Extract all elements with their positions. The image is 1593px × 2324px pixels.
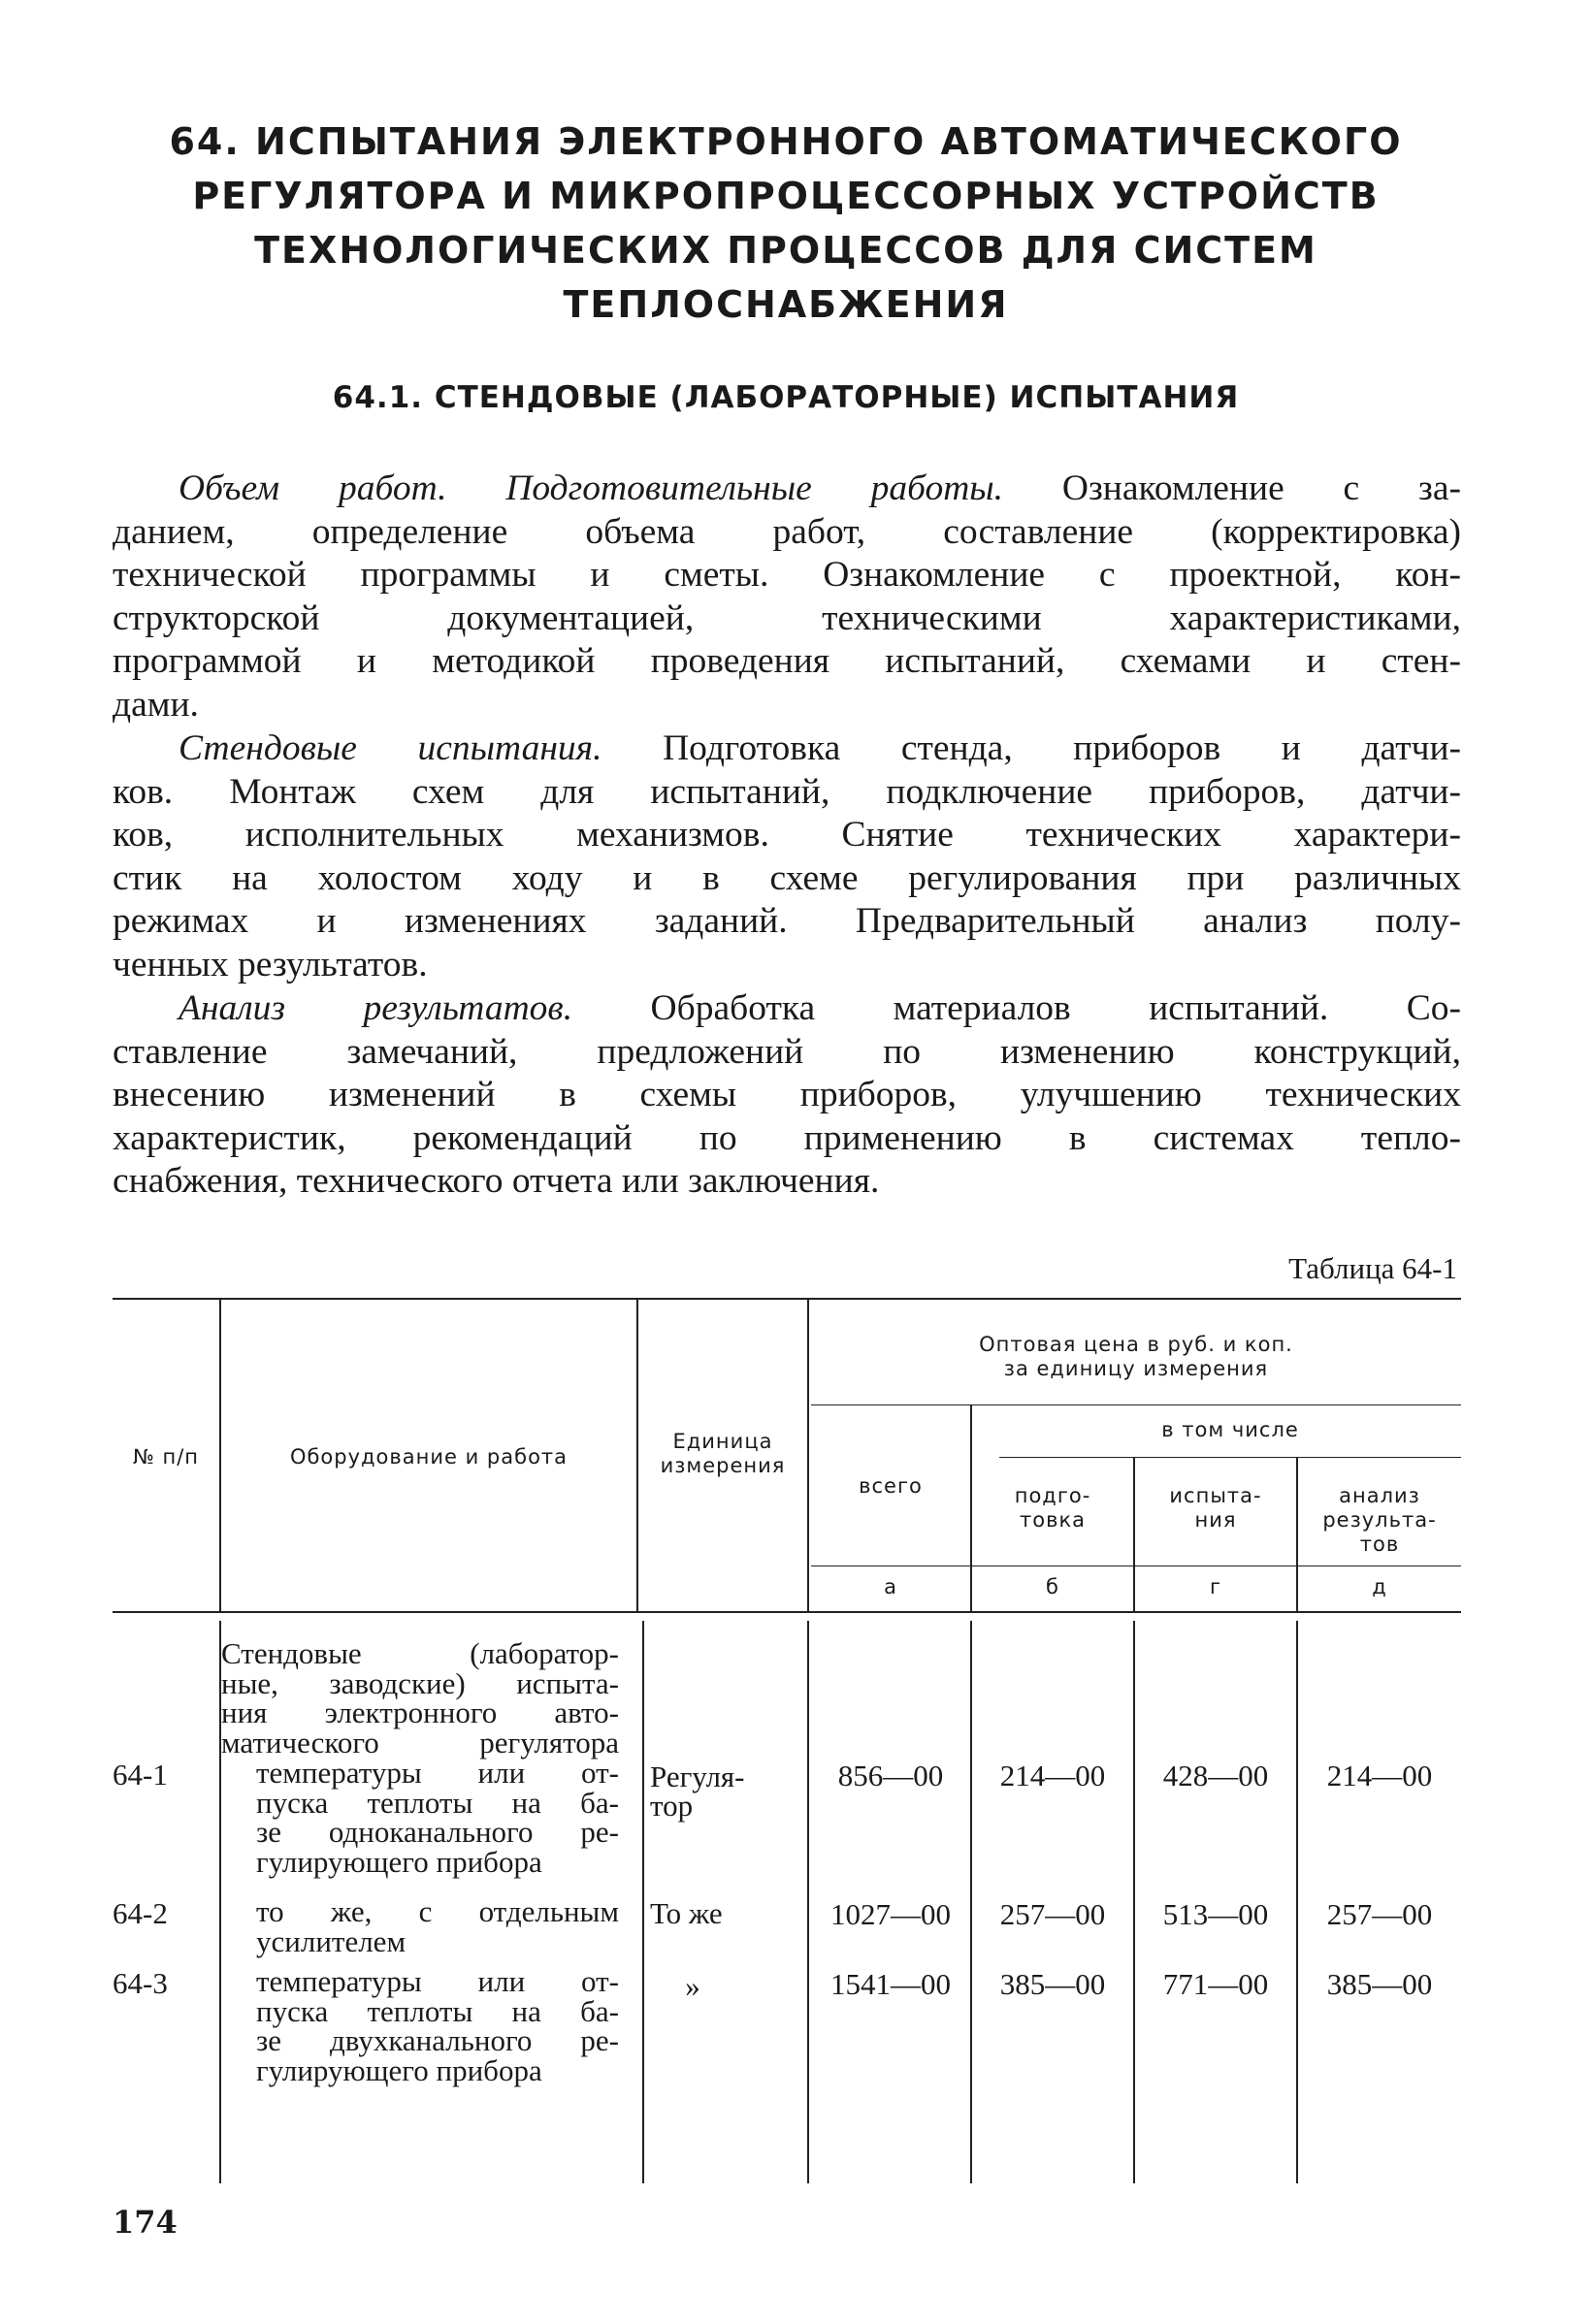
row-test: 771—00 [1162, 1967, 1269, 2001]
paragraph-line: внесению изменений в схемы приборов, улучшению технических [113, 1075, 1461, 1115]
row-num: 64-3 [113, 1966, 168, 2000]
column-letter: а [884, 1575, 897, 1598]
intro-line: матического регулятора [221, 1725, 619, 1759]
row-analysis: 385—00 [1326, 1967, 1433, 2001]
desc-line: гулирующего прибора [256, 2052, 542, 2087]
header-prep: подго- товка [1014, 1484, 1091, 1532]
paragraph-line: структорской документацией, техническими характеристиками, [113, 597, 1461, 638]
paragraph-line: дами. [113, 684, 199, 725]
paragraph-line: Стендовые испытания. Подготовка стенда, приборов и датчи- [179, 728, 1462, 768]
header-unit: Единица измерения [660, 1430, 786, 1477]
paragraph-line: технической программы и сметы. Ознакомление с проектной, кон- [113, 555, 1461, 596]
table-caption: Таблица 64-1 [1288, 1251, 1457, 1285]
paragraph-line: стик на холостом ходу и в схеме регулирования при различных [113, 857, 1461, 898]
paragraph-line: данием, определение объема работ, составление (корректировка) [113, 511, 1461, 552]
table-intro [221, 1636, 619, 1759]
row-analysis: 214—00 [1326, 1759, 1433, 1792]
column-rule [807, 1298, 809, 1611]
paragraph-line: программой и методикой проведения испытаний, схемами и стен- [113, 641, 1461, 682]
desc-line: то же, с отдельным [256, 1894, 619, 1928]
row-description [221, 1894, 619, 1958]
title-line: ТЕПЛОСНАБЖЕНИЯ [563, 283, 1009, 326]
paragraph-lead: Стендовые испытания. [179, 728, 602, 768]
title-line: 64. ИСПЫТАНИЯ ЭЛЕКТРОННОГО АВТОМАТИЧЕСКОГО [169, 120, 1403, 163]
paragraph-lead: Объем работ. Подготовительные работы. [179, 468, 1004, 508]
desc-line: температуры или от- [256, 1964, 619, 1998]
paragraph-line: характеристик, рекомендаций по применению в системах тепло- [113, 1117, 1461, 1158]
row-analysis: 257—00 [1326, 1897, 1433, 1931]
row-prep: 214—00 [999, 1759, 1106, 1792]
row-description [221, 1964, 619, 2087]
header-num: № п/п [132, 1445, 200, 1469]
subsection-title: 64.1. СТЕНДОВЫЕ (ЛАБОРАТОРНЫЕ) ИСПЫТАНИЯ [332, 380, 1240, 415]
intro-line: ния электронного авто- [221, 1695, 619, 1730]
desc-line: зе двухканального ре- [256, 2023, 619, 2058]
column-rule [807, 1621, 809, 2183]
row-prep: 385—00 [999, 1967, 1106, 2001]
row-num: 64-2 [113, 1896, 168, 1930]
row-description [221, 1756, 619, 1879]
desc-line: пуска теплоты на ба- [256, 1785, 619, 1820]
desc-line: усилителем [256, 1923, 406, 1958]
row-prep: 257—00 [999, 1897, 1106, 1931]
desc-line: зе одноканального ре- [256, 1815, 619, 1850]
row-total: 1027—00 [830, 1897, 951, 1931]
header-analysis: анализ результа- тов [1322, 1484, 1437, 1556]
paragraph-lead: Анализ результатов. [179, 988, 573, 1028]
paragraph-line: Анализ результатов. Обработка материалов испытаний. Со- [179, 988, 1461, 1028]
desc-line: температуры или от- [256, 1756, 619, 1790]
header-total: всего [859, 1474, 923, 1498]
row-num: 64-1 [113, 1758, 168, 1791]
column-letter: б [1046, 1575, 1059, 1598]
header-bottom-rule [113, 1611, 1461, 1613]
column-letter: д [1372, 1575, 1387, 1598]
paragraph-line: ченных результатов. [113, 944, 428, 984]
row-unit: То же [650, 1896, 723, 1930]
paragraph-line: ков. Монтаж схем для испытаний, подключение приборов, датчи- [113, 771, 1461, 812]
title-line: ТЕХНОЛОГИЧЕСКИХ ПРОЦЕССОВ ДЛЯ СИСТЕМ [254, 229, 1317, 272]
header-equipment: Оборудование и работа [289, 1445, 569, 1469]
desc-line: гулирующего прибора [256, 1844, 542, 1879]
row-unit: Регуля- тор [650, 1759, 745, 1823]
price-group-rule [811, 1404, 1461, 1405]
row-total: 856—00 [837, 1759, 944, 1792]
paragraph-line: режимах и изменениях заданий. Предварительный анализ полу- [113, 901, 1461, 942]
row-total: 1541—00 [830, 1967, 951, 2001]
column-letter: г [1209, 1575, 1222, 1598]
row-test: 428—00 [1162, 1759, 1269, 1792]
paragraph-line: ставление замечаний, предложений по изменению конструкций, [113, 1031, 1461, 1072]
intro-line: Стендовые (лаборатор- [221, 1636, 619, 1670]
header-subgroup: в том числе [1161, 1418, 1299, 1441]
row-test: 513—00 [1162, 1897, 1269, 1931]
row-unit-ditto: » [685, 1969, 700, 2003]
intro-line: ные, заводские) испыта- [221, 1665, 619, 1700]
title-line: РЕГУЛЯТОРА И МИКРОПРОЦЕССОРНЫХ УСТРОЙСТВ [192, 175, 1380, 217]
header-price-group: Оптовая цена в руб. и коп. за единицу измерения [979, 1333, 1293, 1380]
header-test: испыта- ния [1169, 1484, 1262, 1532]
column-rule [642, 1621, 644, 2183]
paragraph-line: снабжения, технического отчета или заключения. [113, 1161, 880, 1202]
page-number: 174 [113, 2204, 178, 2241]
table-top-rule [113, 1298, 1461, 1300]
letters-rule [811, 1565, 1461, 1566]
subgroup-rule [999, 1457, 1461, 1458]
paragraph-line: Объем работ. Подготовительные работы. Ознакомление с за- [179, 468, 1461, 508]
desc-line: пуска теплоты на ба- [256, 1993, 619, 2028]
paragraph-line: ков, исполнительных механизмов. Снятие технических характери- [113, 815, 1461, 855]
